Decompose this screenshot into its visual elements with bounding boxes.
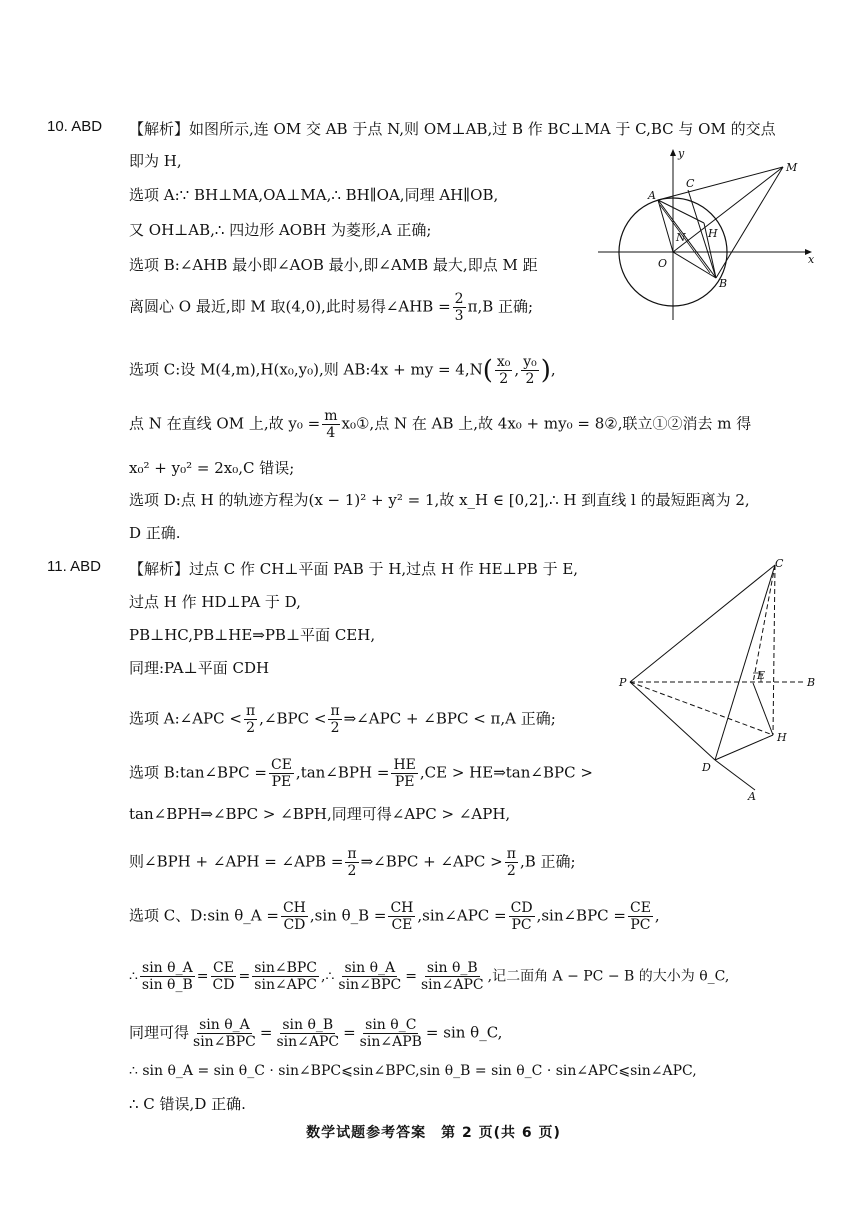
q10-line-3: 选项 A:∵ BH⊥MA,OA⊥MA,∴ BH∥OA,同理 AH∥OB, [129,186,499,204]
q10-line-5: 选项 B:∠AHB 最小即∠AOB 最小,即∠AMB 最大,即点 M 距 [129,256,538,274]
page-footer: 数学试题参考答案 第 2 页(共 6 页) [306,1125,561,1141]
q11-line-1: 【解析】过点 C 作 CH⊥平面 PAB 于 H,过点 H 作 HE⊥PB 于 E, [129,560,579,578]
q11-line-8: 则∠BPH + ∠APH = ∠APB = $\frac{\pi}{2}$ ⇒∠BPC + ∠APC > $\frac{\pi}{2}$ ,B 正确; [129,846,576,879]
label-A: A [748,790,756,803]
q10-line-6: 离圆心 O 最近,即 M 取(4,0),此时易得∠AHB = $\frac{2}{3}$ π,B 正确; [129,291,534,324]
q11-line-2: 过点 H 作 HD⊥PA 于 D, [129,593,301,611]
q10-line-10: 选项 D:点 H 的轨迹方程为(x − 1)² + y² = 1,故 x_H ∈ [0,2],∴ H 到直线 l 的最短距离为 2, [129,491,750,509]
label-B: B [719,277,728,290]
label-C: C [775,557,784,570]
label-D: D [702,761,711,774]
q11-line-12: ∴ sin θ_A = sin θ_C · sin∠BPC⩽sin∠BPC,sin θ_B = sin θ_C · sin∠APC⩽sin∠APC, [129,1063,697,1079]
label-O: O [658,257,668,270]
q11-line-5: 选项 A:∠APC < $\frac{\pi}{2}$ ,∠BPC < $\frac{\pi}{2}$ ⇒∠APC + ∠BPC < π,A 正确; [129,703,556,736]
label-A: A [648,189,656,202]
label-M: M [786,161,798,174]
q11-line-4: 同理:PA⊥平面 CDH [129,659,270,677]
label-H: H [777,731,787,744]
q11-pyramid-diagram [615,555,825,805]
label-x: x [808,253,815,266]
fraction: $\frac{2}{3}$ [454,291,464,324]
q11-line-6: 选项 B:tan∠BPC = $\frac{CE}{PE}$ ,tan∠BPH = $\frac{HE}{PE}$ ,CE > HE⇒tan∠BPC > [129,757,593,790]
q11-line-10: ∴ $\frac{\text{sin θ\_A}}{\text{sin θ\_B}}$ = $\frac{CE}{CD}$ = $\frac{\text{sin∠BPC}}{\text{sin∠APC}}$ ,∴ $\frac{\text{sin θ\_A}}{\text{sin∠BPC}}$ = $\frac{\text{sin θ\_B}}{\text{sin∠APC}}$ ,记二面角 A − PC − B 的大小为 θ_C, [129,960,730,993]
label-N: N [676,231,686,244]
q11-line-7: tan∠BPH⇒∠BPC > ∠BPH,同理可得∠APC > ∠APH, [129,805,511,823]
q10-line-8: 点 N 在直线 OM 上,故 y₀ = $\frac{m}{4}$ x₀①,点 N 在 AB 上,故 4x₀ + my₀ = 8②,联立①②消去 m 得 [129,408,752,441]
question-number-10: 10. ABD [47,118,103,135]
label-C: C [686,177,695,190]
q10-line-7: 选项 C:设 M(4,m),H(x₀,y₀),则 AB:4x + my = 4,N( $\frac{\text{x₀}}{2}$ , $\frac{\text{y₀}}{2}$ ), [129,354,556,387]
q11-line-11: 同理可得 $\frac{\text{sin θ\_A}}{\text{sin∠BPC}}$ = $\frac{\text{sin θ\_B}}{\text{sin∠APC}}$ = $\frac{\text{sin θ\_C}}{\text{sin∠APB}}$ = sin θ_C, [129,1017,503,1050]
label-E: E [757,669,766,682]
q11-line-3: PB⊥HC,PB⊥HE⇒PB⊥平面 CEH, [129,626,376,644]
q11-line-9: 选项 C、D:sin θ_A = $\frac{CH}{CD}$ ,sin θ_B = $\frac{CH}{CE}$ ,sin∠APC = $\frac{CD}{PC}$ ,sin∠BPC = $\frac{CE}{PC}$ , [129,900,660,933]
q10-line-11: D 正确. [129,524,181,542]
label-P: P [619,676,627,689]
question-number-11: 11. ABD [47,558,101,575]
q10-line-1: 【解析】如图所示,连 OM 交 AB 于点 N,则 OM⊥AB,过 B 作 BC⊥MA 于 C,BC 与 OM 的交点 [129,120,776,138]
q10-line-4: 又 OH⊥AB,∴ 四边形 AOBH 为菱形,A 正确; [129,221,432,239]
label-H: H [708,227,718,240]
q10-line-9: x₀² + y₀² = 2x₀,C 错误; [129,459,295,477]
label-y: y [678,147,685,160]
q11-line-13: ∴ C 错误,D 正确. [129,1095,246,1113]
label-B: B [807,676,816,689]
q10-line-2: 即为 H, [129,152,182,170]
q10-circle-diagram [598,145,823,325]
